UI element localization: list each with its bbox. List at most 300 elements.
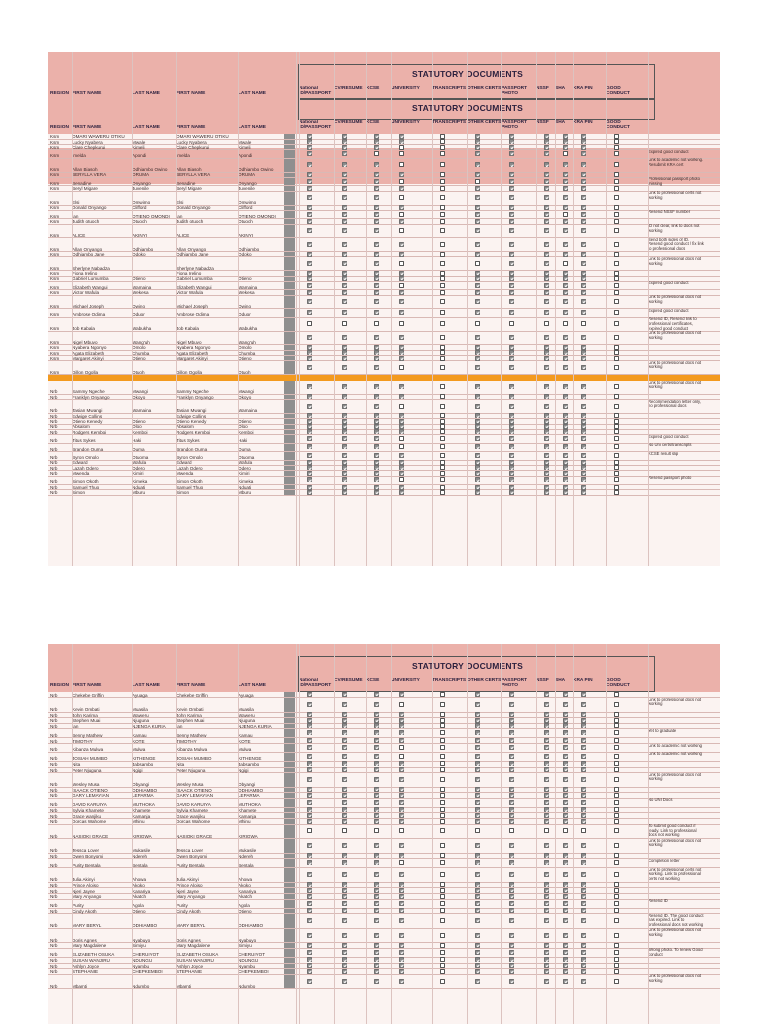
- checkbox-kra-pin[interactable]: [581, 692, 586, 697]
- checkbox-national-id[interactable]: [307, 933, 312, 938]
- checkbox-other-certs[interactable]: [475, 350, 480, 355]
- checkbox-national-id[interactable]: [307, 345, 312, 350]
- checkbox-kcse[interactable]: [374, 290, 379, 295]
- checkbox-national-id[interactable]: [307, 134, 312, 139]
- checkbox-good-conduct[interactable]: [614, 186, 619, 191]
- checkbox-nssf[interactable]: [544, 702, 549, 707]
- checkbox-kcse[interactable]: [374, 424, 379, 429]
- checkbox-nssf[interactable]: [544, 404, 549, 409]
- checkbox-sha[interactable]: [563, 453, 568, 458]
- checkbox-good-conduct[interactable]: [614, 242, 619, 247]
- checkbox-university[interactable]: [399, 813, 404, 818]
- checkbox-passport-photo[interactable]: [509, 957, 514, 962]
- checkbox-national-id[interactable]: [307, 901, 312, 906]
- checkbox-passport-photo[interactable]: [509, 228, 514, 233]
- checkbox-kcse[interactable]: [374, 490, 379, 495]
- checkbox-sha[interactable]: [563, 460, 568, 465]
- checkbox-other-certs[interactable]: [475, 444, 480, 449]
- checkbox-national-id[interactable]: [307, 767, 312, 772]
- checkbox-good-conduct[interactable]: [614, 860, 619, 865]
- checkbox-kcse[interactable]: [374, 394, 379, 399]
- checkbox-nssf[interactable]: [544, 793, 549, 798]
- checkbox-kcse[interactable]: [374, 444, 379, 449]
- checkbox-passport-photo[interactable]: [509, 413, 514, 418]
- checkbox-national-id[interactable]: [307, 465, 312, 470]
- checkbox-kra-pin[interactable]: [581, 205, 586, 210]
- checkbox-cv[interactable]: [342, 365, 347, 370]
- checkbox-transcripts[interactable]: [440, 172, 445, 177]
- checkbox-kcse[interactable]: [374, 283, 379, 288]
- checkbox-other-certs[interactable]: [475, 186, 480, 191]
- checkbox-kra-pin[interactable]: [581, 186, 586, 191]
- checkbox-transcripts[interactable]: [440, 894, 445, 899]
- checkbox-passport-photo[interactable]: [509, 205, 514, 210]
- checkbox-other-certs[interactable]: [475, 963, 480, 968]
- checkbox-nssf[interactable]: [544, 901, 549, 906]
- checkbox-kcse[interactable]: [374, 969, 379, 974]
- checkbox-cv[interactable]: [342, 205, 347, 210]
- checkbox-university[interactable]: [399, 345, 404, 350]
- checkbox-national-id[interactable]: [307, 356, 312, 361]
- checkbox-kra-pin[interactable]: [581, 754, 586, 759]
- checkbox-kcse[interactable]: [374, 963, 379, 968]
- checkbox-kra-pin[interactable]: [581, 460, 586, 465]
- checkbox-other-certs[interactable]: [475, 404, 480, 409]
- checkbox-nssf[interactable]: [544, 963, 549, 968]
- checkbox-national-id[interactable]: [307, 872, 312, 877]
- checkbox-other-certs[interactable]: [475, 310, 480, 315]
- checkbox-transcripts[interactable]: [440, 819, 445, 824]
- checkbox-nssf[interactable]: [544, 151, 549, 156]
- checkbox-cv[interactable]: [342, 444, 347, 449]
- checkbox-kcse[interactable]: [374, 276, 379, 281]
- checkbox-cv[interactable]: [342, 186, 347, 191]
- checkbox-cv[interactable]: [342, 436, 347, 441]
- checkbox-transcripts[interactable]: [440, 429, 445, 434]
- checkbox-national-id[interactable]: [307, 979, 312, 984]
- checkbox-passport-photo[interactable]: [509, 853, 514, 858]
- checkbox-cv[interactable]: [342, 145, 347, 150]
- checkbox-passport-photo[interactable]: [509, 151, 514, 156]
- checkbox-passport-photo[interactable]: [509, 793, 514, 798]
- checkbox-cv[interactable]: [342, 465, 347, 470]
- checkbox-university[interactable]: [399, 882, 404, 887]
- checkbox-cv[interactable]: [342, 819, 347, 824]
- checkbox-passport-photo[interactable]: [509, 712, 514, 717]
- checkbox-nssf[interactable]: [544, 908, 549, 913]
- checkbox-good-conduct[interactable]: [614, 807, 619, 812]
- checkbox-good-conduct[interactable]: [614, 419, 619, 424]
- checkbox-other-certs[interactable]: [475, 162, 480, 167]
- checkbox-other-certs[interactable]: [475, 465, 480, 470]
- checkbox-sha[interactable]: [563, 404, 568, 409]
- checkbox-national-id[interactable]: [307, 179, 312, 184]
- checkbox-kra-pin[interactable]: [581, 179, 586, 184]
- checkbox-sha[interactable]: [563, 205, 568, 210]
- checkbox-passport-photo[interactable]: [509, 172, 514, 177]
- checkbox-other-certs[interactable]: [475, 793, 480, 798]
- checkbox-university[interactable]: [399, 723, 404, 728]
- checkbox-cv[interactable]: [342, 228, 347, 233]
- checkbox-passport-photo[interactable]: [509, 242, 514, 247]
- checkbox-good-conduct[interactable]: [614, 471, 619, 476]
- checkbox-other-certs[interactable]: [475, 261, 480, 266]
- checkbox-passport-photo[interactable]: [509, 754, 514, 759]
- checkbox-kcse[interactable]: [374, 950, 379, 955]
- checkbox-cv[interactable]: [342, 761, 347, 766]
- checkbox-other-certs[interactable]: [475, 872, 480, 877]
- checkbox-national-id[interactable]: [307, 950, 312, 955]
- checkbox-kcse[interactable]: [374, 702, 379, 707]
- checkbox-national-id[interactable]: [307, 413, 312, 418]
- checkbox-university[interactable]: [399, 702, 404, 707]
- checkbox-nssf[interactable]: [544, 212, 549, 217]
- checkbox-university[interactable]: [399, 918, 404, 923]
- checkbox-kra-pin[interactable]: [581, 828, 586, 833]
- checkbox-passport-photo[interactable]: [509, 963, 514, 968]
- checkbox-nssf[interactable]: [544, 145, 549, 150]
- checkbox-kcse[interactable]: [374, 145, 379, 150]
- checkbox-good-conduct[interactable]: [614, 918, 619, 923]
- checkbox-national-id[interactable]: [307, 145, 312, 150]
- checkbox-passport-photo[interactable]: [509, 350, 514, 355]
- checkbox-kra-pin[interactable]: [581, 872, 586, 877]
- checkbox-transcripts[interactable]: [440, 460, 445, 465]
- checkbox-cv[interactable]: [342, 394, 347, 399]
- checkbox-sha[interactable]: [563, 310, 568, 315]
- checkbox-university[interactable]: [399, 718, 404, 723]
- checkbox-transcripts[interactable]: [440, 843, 445, 848]
- checkbox-kra-pin[interactable]: [581, 787, 586, 792]
- checkbox-other-certs[interactable]: [475, 419, 480, 424]
- checkbox-national-id[interactable]: [307, 252, 312, 257]
- checkbox-national-id[interactable]: [307, 460, 312, 465]
- checkbox-kcse[interactable]: [374, 134, 379, 139]
- checkbox-kra-pin[interactable]: [581, 299, 586, 304]
- checkbox-national-id[interactable]: [307, 730, 312, 735]
- checkbox-kcse[interactable]: [374, 252, 379, 257]
- checkbox-sha[interactable]: [563, 745, 568, 750]
- checkbox-nssf[interactable]: [544, 807, 549, 812]
- checkbox-university[interactable]: [399, 712, 404, 717]
- checkbox-transcripts[interactable]: [440, 979, 445, 984]
- checkbox-nssf[interactable]: [544, 384, 549, 389]
- checkbox-kra-pin[interactable]: [581, 290, 586, 295]
- checkbox-kcse[interactable]: [374, 429, 379, 434]
- checkbox-other-certs[interactable]: [475, 894, 480, 899]
- checkbox-sha[interactable]: [563, 471, 568, 476]
- checkbox-passport-photo[interactable]: [509, 800, 514, 805]
- checkbox-cv[interactable]: [342, 730, 347, 735]
- checkbox-cv[interactable]: [342, 310, 347, 315]
- checkbox-cv[interactable]: [342, 356, 347, 361]
- checkbox-nssf[interactable]: [544, 490, 549, 495]
- checkbox-sha[interactable]: [563, 908, 568, 913]
- checkbox-kra-pin[interactable]: [581, 712, 586, 717]
- checkbox-kra-pin[interactable]: [581, 777, 586, 782]
- checkbox-cv[interactable]: [342, 933, 347, 938]
- checkbox-cv[interactable]: [342, 702, 347, 707]
- checkbox-passport-photo[interactable]: [509, 490, 514, 495]
- checkbox-sha[interactable]: [563, 477, 568, 482]
- checkbox-good-conduct[interactable]: [614, 453, 619, 458]
- checkbox-university[interactable]: [399, 205, 404, 210]
- checkbox-university[interactable]: [399, 738, 404, 743]
- checkbox-kra-pin[interactable]: [581, 219, 586, 224]
- checkbox-other-certs[interactable]: [475, 712, 480, 717]
- checkbox-sha[interactable]: [563, 963, 568, 968]
- checkbox-nssf[interactable]: [544, 162, 549, 167]
- checkbox-university[interactable]: [399, 261, 404, 266]
- checkbox-sha[interactable]: [563, 365, 568, 370]
- checkbox-university[interactable]: [399, 888, 404, 893]
- checkbox-kra-pin[interactable]: [581, 767, 586, 772]
- checkbox-university[interactable]: [399, 429, 404, 434]
- checkbox-national-id[interactable]: [307, 471, 312, 476]
- checkbox-cv[interactable]: [342, 179, 347, 184]
- checkbox-passport-photo[interactable]: [509, 356, 514, 361]
- checkbox-national-id[interactable]: [307, 228, 312, 233]
- checkbox-cv[interactable]: [342, 943, 347, 948]
- checkbox-good-conduct[interactable]: [614, 777, 619, 782]
- checkbox-sha[interactable]: [563, 730, 568, 735]
- checkbox-other-certs[interactable]: [475, 819, 480, 824]
- checkbox-kra-pin[interactable]: [581, 453, 586, 458]
- checkbox-national-id[interactable]: [307, 444, 312, 449]
- checkbox-passport-photo[interactable]: [509, 261, 514, 266]
- checkbox-sha[interactable]: [563, 356, 568, 361]
- checkbox-nssf[interactable]: [544, 882, 549, 887]
- checkbox-university[interactable]: [399, 151, 404, 156]
- checkbox-good-conduct[interactable]: [614, 767, 619, 772]
- checkbox-cv[interactable]: [342, 384, 347, 389]
- checkbox-good-conduct[interactable]: [614, 424, 619, 429]
- checkbox-national-id[interactable]: [307, 712, 312, 717]
- checkbox-other-certs[interactable]: [475, 933, 480, 938]
- checkbox-kcse[interactable]: [374, 471, 379, 476]
- checkbox-passport-photo[interactable]: [509, 813, 514, 818]
- checkbox-passport-photo[interactable]: [509, 843, 514, 848]
- checkbox-national-id[interactable]: [307, 453, 312, 458]
- checkbox-passport-photo[interactable]: [509, 139, 514, 144]
- checkbox-kra-pin[interactable]: [581, 465, 586, 470]
- checkbox-transcripts[interactable]: [440, 205, 445, 210]
- checkbox-good-conduct[interactable]: [614, 979, 619, 984]
- checkbox-transcripts[interactable]: [440, 212, 445, 217]
- checkbox-passport-photo[interactable]: [509, 943, 514, 948]
- checkbox-transcripts[interactable]: [440, 882, 445, 887]
- checkbox-national-id[interactable]: [307, 692, 312, 697]
- checkbox-kra-pin[interactable]: [581, 444, 586, 449]
- checkbox-cv[interactable]: [342, 793, 347, 798]
- checkbox-good-conduct[interactable]: [614, 761, 619, 766]
- checkbox-university[interactable]: [399, 819, 404, 824]
- checkbox-other-certs[interactable]: [475, 195, 480, 200]
- checkbox-good-conduct[interactable]: [614, 321, 619, 326]
- checkbox-university[interactable]: [399, 933, 404, 938]
- checkbox-good-conduct[interactable]: [614, 205, 619, 210]
- checkbox-national-id[interactable]: [307, 777, 312, 782]
- checkbox-nssf[interactable]: [544, 819, 549, 824]
- checkbox-national-id[interactable]: [307, 723, 312, 728]
- checkbox-cv[interactable]: [342, 882, 347, 887]
- checkbox-kra-pin[interactable]: [581, 151, 586, 156]
- checkbox-kcse[interactable]: [374, 979, 379, 984]
- checkbox-sha[interactable]: [563, 807, 568, 812]
- checkbox-kra-pin[interactable]: [581, 394, 586, 399]
- checkbox-kcse[interactable]: [374, 350, 379, 355]
- checkbox-other-certs[interactable]: [475, 276, 480, 281]
- checkbox-good-conduct[interactable]: [614, 290, 619, 295]
- checkbox-university[interactable]: [399, 908, 404, 913]
- checkbox-sha[interactable]: [563, 718, 568, 723]
- checkbox-sha[interactable]: [563, 283, 568, 288]
- checkbox-passport-photo[interactable]: [509, 908, 514, 913]
- checkbox-nssf[interactable]: [544, 957, 549, 962]
- checkbox-good-conduct[interactable]: [614, 908, 619, 913]
- checkbox-good-conduct[interactable]: [614, 179, 619, 184]
- checkbox-good-conduct[interactable]: [614, 356, 619, 361]
- checkbox-transcripts[interactable]: [440, 219, 445, 224]
- checkbox-passport-photo[interactable]: [509, 860, 514, 865]
- checkbox-transcripts[interactable]: [440, 712, 445, 717]
- checkbox-good-conduct[interactable]: [614, 828, 619, 833]
- checkbox-other-certs[interactable]: [475, 901, 480, 906]
- checkbox-cv[interactable]: [342, 453, 347, 458]
- checkbox-other-certs[interactable]: [475, 745, 480, 750]
- checkbox-kcse[interactable]: [374, 888, 379, 893]
- checkbox-kra-pin[interactable]: [581, 761, 586, 766]
- checkbox-kra-pin[interactable]: [581, 702, 586, 707]
- checkbox-passport-photo[interactable]: [509, 212, 514, 217]
- checkbox-nssf[interactable]: [544, 186, 549, 191]
- checkbox-kra-pin[interactable]: [581, 723, 586, 728]
- checkbox-kra-pin[interactable]: [581, 212, 586, 217]
- checkbox-university[interactable]: [399, 453, 404, 458]
- checkbox-cv[interactable]: [342, 894, 347, 899]
- checkbox-cv[interactable]: [342, 350, 347, 355]
- checkbox-kra-pin[interactable]: [581, 404, 586, 409]
- checkbox-kcse[interactable]: [374, 787, 379, 792]
- checkbox-other-certs[interactable]: [475, 345, 480, 350]
- checkbox-passport-photo[interactable]: [509, 219, 514, 224]
- checkbox-cv[interactable]: [342, 276, 347, 281]
- checkbox-kra-pin[interactable]: [581, 134, 586, 139]
- checkbox-other-certs[interactable]: [475, 290, 480, 295]
- checkbox-kra-pin[interactable]: [581, 908, 586, 913]
- checkbox-transcripts[interactable]: [440, 490, 445, 495]
- checkbox-national-id[interactable]: [307, 754, 312, 759]
- checkbox-university[interactable]: [399, 490, 404, 495]
- checkbox-university[interactable]: [399, 252, 404, 257]
- checkbox-cv[interactable]: [342, 460, 347, 465]
- checkbox-passport-photo[interactable]: [509, 888, 514, 893]
- checkbox-university[interactable]: [399, 172, 404, 177]
- checkbox-kcse[interactable]: [374, 453, 379, 458]
- checkbox-nssf[interactable]: [544, 485, 549, 490]
- checkbox-kcse[interactable]: [374, 321, 379, 326]
- checkbox-university[interactable]: [399, 807, 404, 812]
- checkbox-kra-pin[interactable]: [581, 335, 586, 340]
- checkbox-university[interactable]: [399, 335, 404, 340]
- checkbox-nssf[interactable]: [544, 394, 549, 399]
- checkbox-nssf[interactable]: [544, 419, 549, 424]
- checkbox-cv[interactable]: [342, 219, 347, 224]
- checkbox-sha[interactable]: [563, 242, 568, 247]
- checkbox-passport-photo[interactable]: [509, 819, 514, 824]
- checkbox-sha[interactable]: [563, 252, 568, 257]
- checkbox-good-conduct[interactable]: [614, 429, 619, 434]
- checkbox-university[interactable]: [399, 950, 404, 955]
- checkbox-transcripts[interactable]: [440, 444, 445, 449]
- checkbox-nssf[interactable]: [544, 787, 549, 792]
- checkbox-cv[interactable]: [342, 172, 347, 177]
- checkbox-university[interactable]: [399, 283, 404, 288]
- checkbox-sha[interactable]: [563, 299, 568, 304]
- checkbox-sha[interactable]: [563, 943, 568, 948]
- checkbox-sha[interactable]: [563, 819, 568, 824]
- checkbox-national-id[interactable]: [307, 807, 312, 812]
- checkbox-other-certs[interactable]: [475, 908, 480, 913]
- checkbox-national-id[interactable]: [307, 419, 312, 424]
- checkbox-nssf[interactable]: [544, 335, 549, 340]
- checkbox-sha[interactable]: [563, 186, 568, 191]
- checkbox-transcripts[interactable]: [440, 465, 445, 470]
- checkbox-cv[interactable]: [342, 134, 347, 139]
- checkbox-university[interactable]: [399, 404, 404, 409]
- checkbox-passport-photo[interactable]: [509, 477, 514, 482]
- checkbox-national-id[interactable]: [307, 963, 312, 968]
- checkbox-kcse[interactable]: [374, 356, 379, 361]
- checkbox-sha[interactable]: [563, 979, 568, 984]
- checkbox-nssf[interactable]: [544, 345, 549, 350]
- checkbox-other-certs[interactable]: [475, 335, 480, 340]
- checkbox-other-certs[interactable]: [475, 365, 480, 370]
- checkbox-cv[interactable]: [342, 918, 347, 923]
- checkbox-sha[interactable]: [563, 888, 568, 893]
- checkbox-national-id[interactable]: [307, 261, 312, 266]
- checkbox-university[interactable]: [399, 350, 404, 355]
- checkbox-cv[interactable]: [342, 813, 347, 818]
- checkbox-cv[interactable]: [342, 321, 347, 326]
- checkbox-nssf[interactable]: [544, 444, 549, 449]
- checkbox-nssf[interactable]: [544, 436, 549, 441]
- checkbox-kra-pin[interactable]: [581, 843, 586, 848]
- checkbox-kcse[interactable]: [374, 738, 379, 743]
- checkbox-kcse[interactable]: [374, 242, 379, 247]
- checkbox-other-certs[interactable]: [475, 212, 480, 217]
- checkbox-cv[interactable]: [342, 424, 347, 429]
- checkbox-nssf[interactable]: [544, 692, 549, 697]
- checkbox-sha[interactable]: [563, 335, 568, 340]
- checkbox-good-conduct[interactable]: [614, 490, 619, 495]
- checkbox-university[interactable]: [399, 800, 404, 805]
- checkbox-sha[interactable]: [563, 793, 568, 798]
- checkbox-sha[interactable]: [563, 813, 568, 818]
- checkbox-transcripts[interactable]: [440, 872, 445, 877]
- checkbox-good-conduct[interactable]: [614, 738, 619, 743]
- checkbox-sha[interactable]: [563, 754, 568, 759]
- checkbox-good-conduct[interactable]: [614, 271, 619, 276]
- checkbox-transcripts[interactable]: [440, 413, 445, 418]
- checkbox-good-conduct[interactable]: [614, 350, 619, 355]
- checkbox-other-certs[interactable]: [475, 179, 480, 184]
- checkbox-transcripts[interactable]: [440, 283, 445, 288]
- checkbox-nssf[interactable]: [544, 933, 549, 938]
- checkbox-passport-photo[interactable]: [509, 162, 514, 167]
- checkbox-kcse[interactable]: [374, 299, 379, 304]
- checkbox-kcse[interactable]: [374, 335, 379, 340]
